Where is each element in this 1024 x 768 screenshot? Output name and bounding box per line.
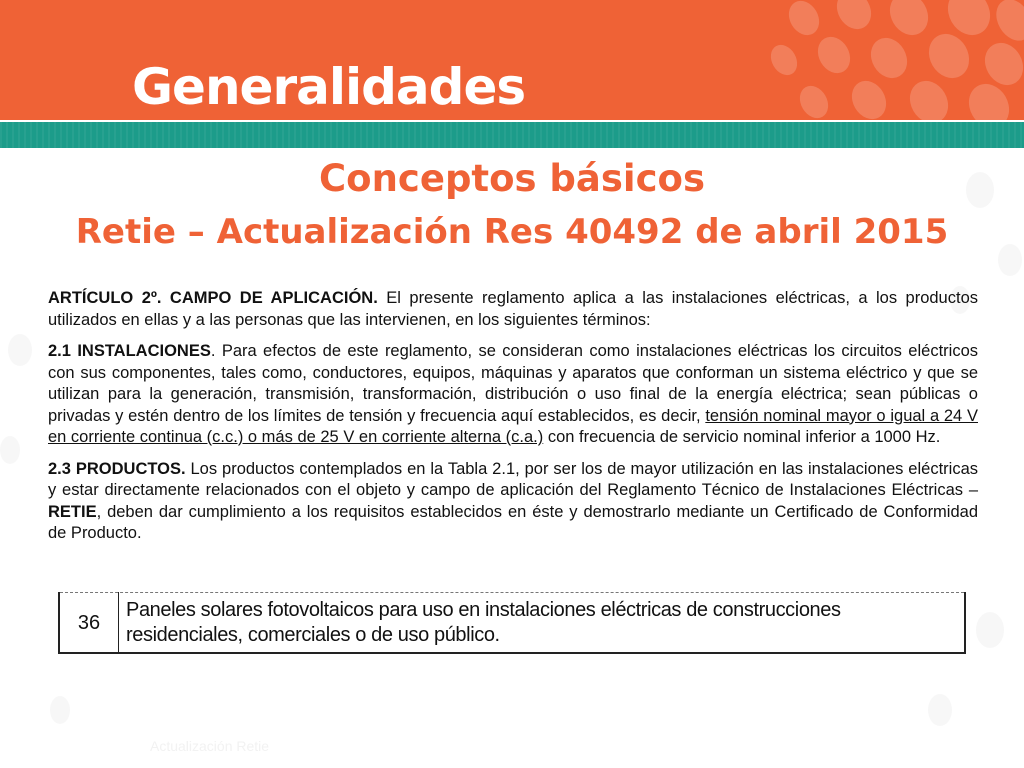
products-paragraph [48,459,978,545]
retie-acronym: RETIE [48,502,97,521]
accent-bar [0,122,1024,148]
footer-text: Actualización Retie [150,738,270,754]
table-row-number: 36 [60,592,119,654]
products-text-end: , deben dar cumplimiento a los requisitos establecidos en éste y demostrarlo mediante un Certificado de Conformidad de Producto. [48,502,978,542]
article-paragraph [48,288,978,331]
table-row-description: Paneles solares fotovoltaicos para uso en instalaciones eléctricas de construcciones residenciales, comerciales o de uso público. [126,599,841,646]
installations-text: . Para efectos de este reglamento, se consideran como instalaciones eléctricas los circuitos eléctricos con sus componentes, tales como, conductores, equipos, máquinas y aparatos que conforman un sistema eléctrico y que se utilizan para la generación, transmisión, transformación, distribución o uso final de la energía eléctrica; sean públicas o privadas y estén dentro de los límites de tensión y frecuencia aquí establecidos, es decir, [48,342,978,425]
section-heading: Conceptos básicos [319,157,705,200]
title-banner [0,0,1024,120]
products-heading: 2.3 PRODUCTOS. [48,459,186,478]
page-title: Generalidades [132,58,526,116]
article-body [48,288,978,555]
installations-heading: 2.1 INSTALACIONES [48,342,211,360]
article-heading: ARTÍCULO 2º. CAMPO DE APLICACIÓN. [48,289,378,307]
table-excerpt [58,592,966,654]
products-text: Los productos contemplados en la Tabla 2.1, por ser los de mayor utilización en las instalaciones eléctricas y estar directamente relacionados con el objeto y campo de aplicación del Reglamento Técnico de Instalaciones Eléctricas – [48,459,978,499]
decorative-dot-pattern-icon [764,0,1024,120]
installations-text-end: con frecuencia de servicio nominal inferior a 1000 Hz. [543,428,941,446]
installations-paragraph [48,341,978,449]
section-subheading: Retie – Actualización Res 40492 de abril 2015 [75,212,949,252]
voltage-definition: tensión nominal mayor o igual a 24 V en corriente continua (c.c.) o más de 25 V en corriente alterna (c.a.) [48,406,978,446]
article-text: El presente reglamento aplica a las instalaciones eléctricas, a los productos utilizados en ellas y a las personas que las intervienen, en los siguientes términos: [48,289,978,329]
